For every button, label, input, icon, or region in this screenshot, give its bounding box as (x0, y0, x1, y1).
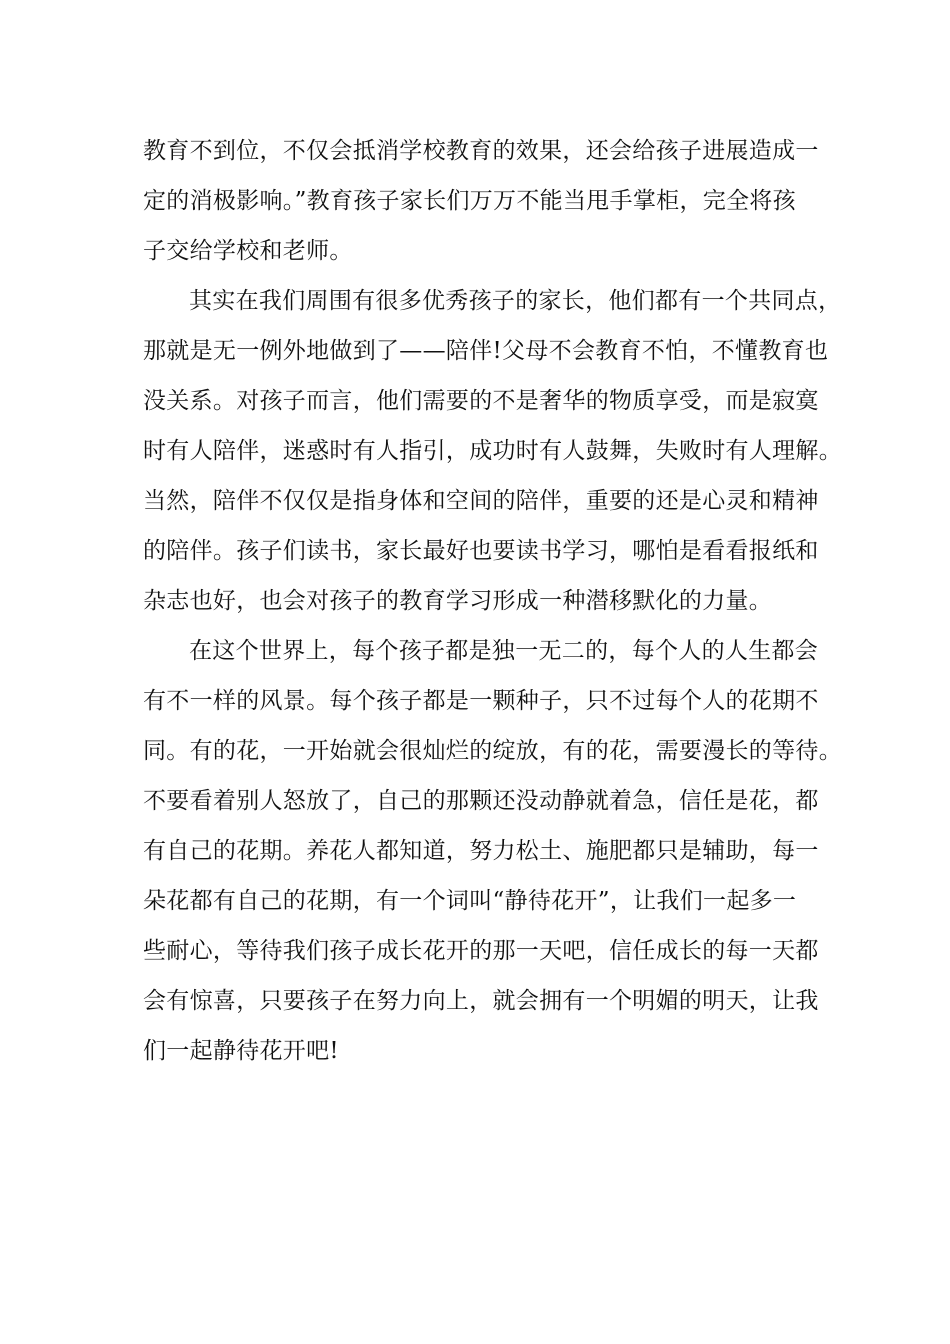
paragraph-1 (143, 126, 823, 276)
text-line: 会有惊喜，只要孩子在努力向上，就会拥有一个明媚的明天，让我 (143, 988, 819, 1014)
text-line: 当然，陪伴不仅仅是指身体和空间的陪伴，重要的还是心灵和精神 (143, 488, 819, 514)
text-line: 没关系。对孩子而言，他们需要的不是奢华的物质享受，而是寂寞 (143, 388, 819, 414)
text-line: 有自己的花期。养花人都知道，努力松土、施肥都只是辅助，每一 (143, 838, 819, 864)
text-line: 们一起静待花开吧! (143, 1038, 339, 1064)
text-line: 朵花都有自己的花期，有一个词叫“静待花开”，让我们一起多一 (143, 888, 797, 914)
text-line: 教育不到位，不仅会抵消学校教育的效果，还会给孩子进展造成一 (143, 138, 819, 164)
text-line: 其实在我们周围有很多优秀孩子的家长，他们都有一个共同点， (189, 288, 842, 314)
text-line: 不要看着别人怒放了，自己的那颗还没动静就着急，信任是花，都 (143, 788, 819, 814)
text-line: 些耐心，等待我们孩子成长花开的那一天吧，信任成长的每一天都 (143, 938, 819, 964)
text-line: 那就是无一例外地做到了——陪伴!父母不会教育不怕，不懂教育也 (143, 338, 829, 364)
paragraph-2 (143, 276, 842, 626)
text-line: 定的消极影响。”教育孩子家长们万万不能当甩手掌柜，完全将孩 (143, 188, 796, 214)
text-line: 时有人陪伴，迷惑时有人指引，成功时有人鼓舞，失败时有人理解。 (143, 438, 842, 464)
text-line: 有不一样的风景。每个孩子都是一颗种子，只不过每个人的花期不 (143, 688, 819, 714)
text-line: 的陪伴。孩子们读书，家长最好也要读书学习，哪怕是看看报纸和 (143, 538, 819, 564)
text-line: 在这个世界上，每个孩子都是独一无二的，每个人的人生都会 (189, 638, 819, 664)
document-body (143, 126, 842, 1076)
text-line: 杂志也好，也会对孩子的教育学习形成一种潜移默化的力量。 (143, 588, 773, 614)
paragraph-3 (143, 626, 842, 1076)
text-line: 子交给学校和老师。 (143, 238, 353, 264)
text-line: 同。有的花，一开始就会很灿烂的绽放，有的花，需要漫长的等待。 (143, 738, 842, 764)
